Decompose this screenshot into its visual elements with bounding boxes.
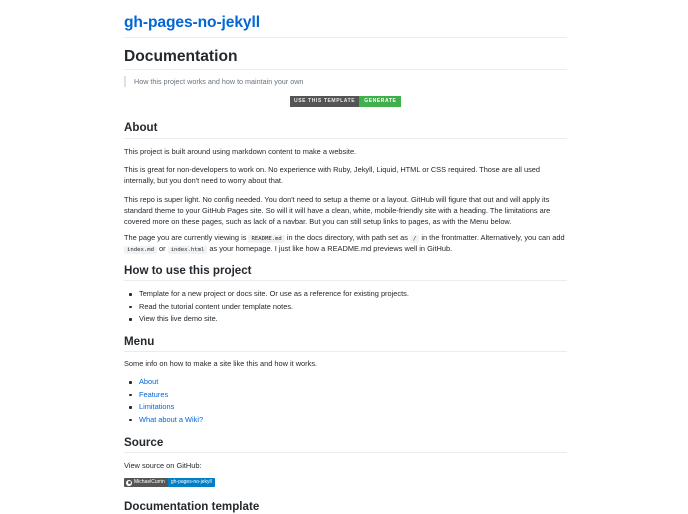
divider: [124, 69, 567, 70]
use-template-label: USE THIS TEMPLATE: [290, 96, 359, 107]
section-heading-source: Source: [124, 436, 164, 449]
text: or: [156, 244, 168, 254]
divider: [124, 452, 567, 453]
inline-code: index.md: [124, 246, 157, 254]
inline-code: /: [410, 235, 419, 243]
inline-code: README.md: [248, 235, 284, 243]
section-heading-about: About: [124, 121, 158, 134]
menu-item-wiki: [139, 414, 203, 427]
inline-code: index.html: [168, 246, 208, 254]
menu-link-limitations[interactable]: Limitations: [139, 402, 175, 411]
how-to-use-list: [124, 288, 409, 326]
menu-intro: Some info on how to make a site like this and how it works.: [124, 359, 318, 368]
about-paragraph-1: This project is built around using markdown content to make a website.: [124, 147, 357, 156]
site-title-link[interactable]: gh-pages-no-jekyll: [124, 14, 260, 31]
section-heading-how-to-use: How to use this project: [124, 264, 252, 277]
github-repo-badge[interactable]: [124, 478, 215, 487]
section-heading-menu: Menu: [124, 335, 155, 348]
divider: [124, 280, 567, 281]
list-item: Read the tutorial content under template notes.: [139, 301, 409, 314]
use-template-button[interactable]: [290, 96, 401, 107]
menu-link-about[interactable]: About: [139, 377, 159, 386]
section-heading-documentation-template: Documentation template: [124, 500, 260, 513]
menu-item-features: [139, 389, 203, 402]
menu-link-wiki[interactable]: What about a Wiki?: [139, 414, 204, 424]
text: as your homepage. I just like how a README.md previews well in GitHub.: [207, 244, 453, 254]
menu-item-about: [139, 376, 203, 389]
badge-repo-label: gh-pages-no-jekyll: [168, 478, 215, 487]
divider: [124, 37, 567, 38]
about-paragraph-2: This is great for non-developers to work on. No experience with Ruby, Jekyll, Liquid, HTML or CSS required. Those are all used internally, but you don't need to worry about that.: [124, 165, 540, 186]
divider: [124, 351, 567, 352]
text: in the frontmatter. Alternatively, you can add: [419, 233, 565, 242]
github-icon: [126, 480, 132, 486]
menu-list: [124, 376, 203, 426]
badge-owner-label: MichaelCurrin: [134, 479, 165, 485]
divider: [124, 138, 567, 139]
menu-item-limitations: [139, 401, 203, 414]
text: The page you are currently viewing is: [124, 233, 249, 242]
about-paragraph-3: This repo is super light. No config needed. You don't need to setup a theme or a layout. GitHub will figure that out and will apply its standard theme to your GitHub Pages site. So will it will have a clean, white, mobile-friendly site with a heading. The limitations are covered more on these pages, such as lack of a navbar. But you can still setup links to pages, as with the Menu below.: [124, 195, 551, 227]
list-item: View this live demo site.: [139, 313, 409, 326]
list-item: Template for a new project or docs site. Or use as a reference for existing projects.: [139, 288, 409, 301]
menu-link-features[interactable]: Features: [139, 389, 169, 399]
source-text: View source on GitHub:: [124, 461, 202, 470]
tagline-blockquote: How this project works and how to maintain your own: [124, 76, 303, 87]
text: in the docs directory, with path set as: [284, 233, 410, 242]
generate-label: GENERATE: [359, 96, 401, 107]
badge-owner: [124, 478, 168, 487]
about-paragraph-4: [124, 232, 567, 255]
page-title: Documentation: [124, 48, 238, 65]
